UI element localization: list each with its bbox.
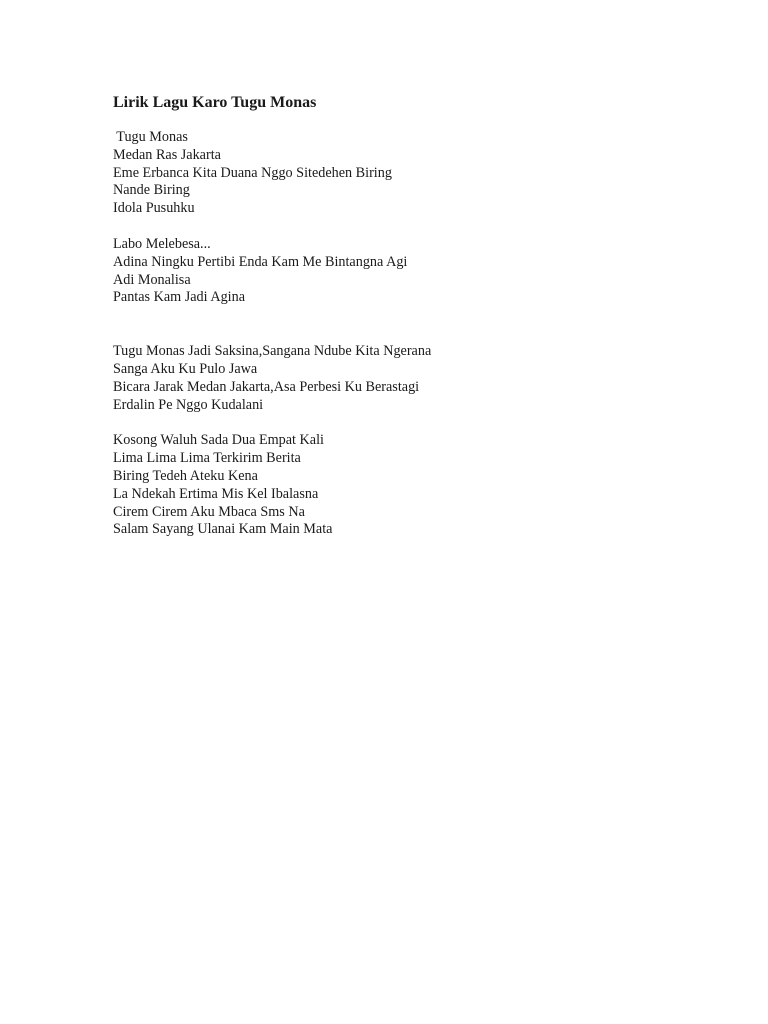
- lyric-line: Eme Erbanca Kita Duana Nggo Sitedehen Biring: [113, 164, 392, 181]
- document-page: [113, 92, 733, 539]
- lyric-line: Medan Ras Jakarta: [113, 146, 221, 163]
- lyric-line: Sanga Aku Ku Pulo Jawa: [113, 360, 258, 377]
- lyric-line: Biring Tedeh Ateku Kena: [113, 467, 258, 484]
- lyric-line: Cirem Cirem Aku Mbaca Sms Na: [113, 503, 305, 520]
- lyric-line: Tugu Monas Jadi Saksina,Sangana Ndube Kita Ngerana: [113, 343, 432, 360]
- lyric-line: Idola Pusuhku: [113, 200, 195, 217]
- lyric-line: Labo Melebesa...: [113, 235, 211, 252]
- lyric-line: Kosong Waluh Sada Dua Empat Kali: [113, 432, 324, 449]
- lyric-line: La Ndekah Ertima Mis Kel Ibalasna: [113, 485, 319, 502]
- document-title: Lirik Lagu Karo Tugu Monas: [113, 94, 317, 111]
- lyric-line: Salam Sayang Ulanai Kam Main Mata: [113, 521, 333, 538]
- lyric-line: Tugu Monas: [113, 129, 188, 145]
- stanza-4: [113, 432, 733, 539]
- stanza-2: [113, 236, 733, 307]
- lyric-line: Adi Monalisa: [113, 271, 191, 288]
- lyric-line: Lima Lima Lima Terkirim Berita: [113, 450, 301, 467]
- stanza-3: [113, 343, 733, 414]
- lyric-line: Bicara Jarak Medan Jakarta,Asa Perbesi Ku Berastagi: [113, 378, 420, 395]
- lyric-line: Adina Ningku Pertibi Enda Kam Me Bintangna Agi: [113, 253, 408, 270]
- stanza-1: [113, 129, 733, 218]
- lyric-line: Pantas Kam Jadi Agina: [113, 289, 246, 306]
- lyric-line: Nande Biring: [113, 182, 190, 199]
- lyric-line: Erdalin Pe Nggo Kudalani: [113, 396, 264, 413]
